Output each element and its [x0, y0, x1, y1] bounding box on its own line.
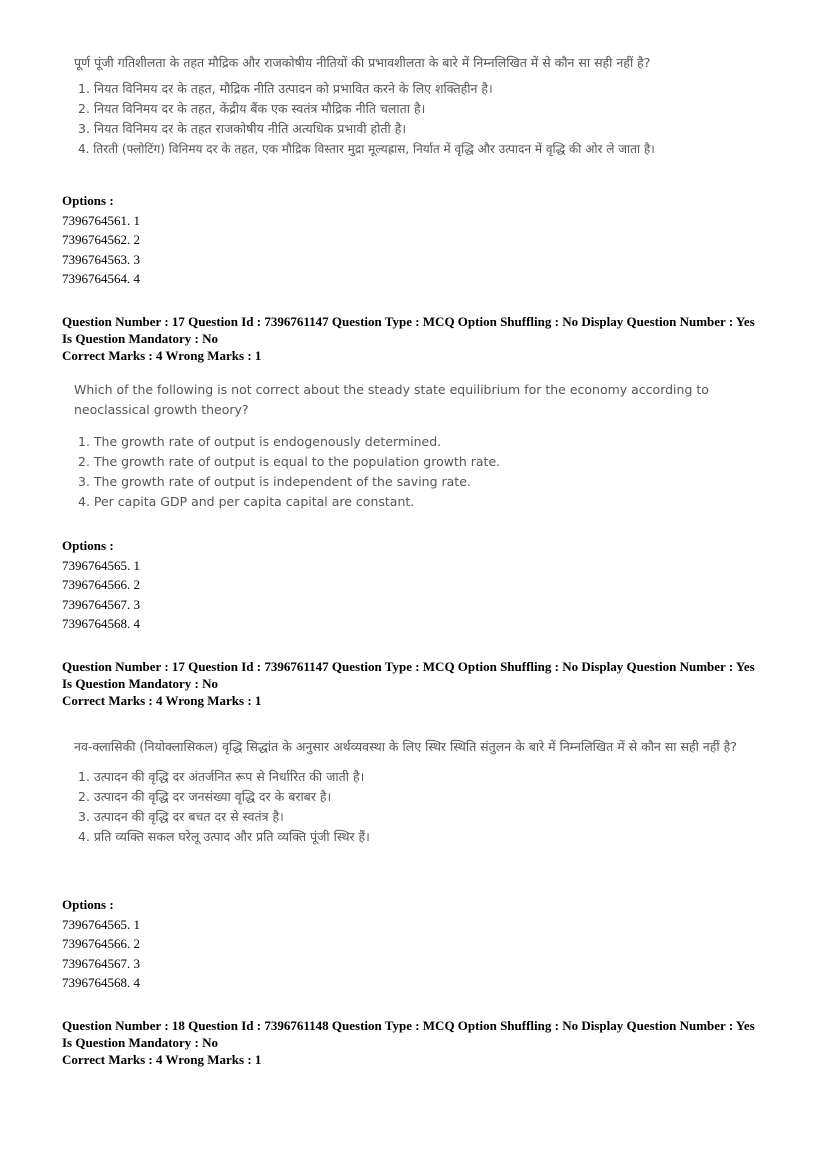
option-item: 7396764561. 1	[62, 212, 140, 228]
question-meta-line: Is Question Mandatory : No	[62, 331, 219, 346]
option-item: 7396764566. 2	[62, 936, 140, 951]
question-statement: 3. The growth rate of output is independent of the saving rate.	[78, 474, 471, 489]
option-item: 7396764563. 3	[62, 251, 140, 267]
question-meta-17-en	[62, 313, 782, 364]
option-item: 7396764567. 3	[62, 955, 140, 971]
question-stem: पूर्ण पूंजी गतिशीलता के तहत मौद्रिक और राजकोषीय नीतियों की प्रभावशीलता के बारे में निम्नलिखित में से कौन सा सही नहीं है?	[74, 55, 651, 70]
options-label: Options :	[62, 538, 114, 553]
question-statement: 2. नियत विनिमय दर के तहत, केंद्रीय बैंक एक स्वतंत्र मौद्रिक नीति चलाता है।	[78, 101, 426, 116]
options-list-1	[62, 191, 140, 289]
options-list-3	[62, 895, 140, 993]
question-stem: Which of the following is not correct about the steady state equilibrium for the economy according to neoclassical growth theory?	[74, 382, 709, 417]
question-statement: 3. उत्पादन की वृद्धि दर बचत दर से स्वतंत्र है।	[78, 809, 284, 824]
options-label: Options :	[62, 193, 114, 208]
question-image-3	[74, 737, 774, 847]
option-item: 7396764564. 4	[62, 271, 140, 286]
question-meta-line: Is Question Mandatory : No	[62, 1035, 219, 1050]
option-item: 7396764566. 2	[62, 577, 140, 592]
question-image-1	[74, 53, 774, 159]
question-meta-line: Correct Marks : 4 Wrong Marks : 1	[62, 693, 262, 708]
question-statement: 1. उत्पादन की वृद्धि दर अंतर्जनित रूप से निर्धारित की जाती है।	[78, 769, 365, 784]
question-meta-line: Correct Marks : 4 Wrong Marks : 1	[62, 348, 262, 363]
question-statement: 2. The growth rate of output is equal to the population growth rate.	[78, 454, 501, 469]
question-statement: 4. Per capita GDP and per capita capital are constant.	[78, 494, 415, 509]
question-statement: 4. प्रति व्यक्ति सकल घरेलू उत्पाद और प्रति व्यक्ति पूंजी स्थिर हैं।	[78, 829, 370, 844]
options-list-2	[62, 536, 140, 634]
question-meta-18	[62, 1017, 782, 1068]
options-label: Options :	[62, 897, 114, 912]
option-item: 7396764568. 4	[62, 616, 140, 631]
question-meta-line: Question Number : 17 Question Id : 7396761147 Question Type : MCQ Option Shuffling : No Display Question Number : Yes	[62, 314, 755, 329]
question-statement: 4. तिरती (फ्लोटिंग) विनिमय दर के तहत, एक मौद्रिक विस्तार मुद्रा मूल्यह्रास, निर्यात में वृद्धि और उत्पादन में वृद्धि की ओर ले जाता है।	[78, 142, 655, 156]
question-statement: 1. The growth rate of output is endogenously determined.	[78, 434, 442, 449]
question-statement: 2. उत्पादन की वृद्धि दर जनसंख्या वृद्धि दर के बराबर है।	[78, 789, 332, 804]
question-meta-line: Question Number : 17 Question Id : 7396761147 Question Type : MCQ Option Shuffling : No Display Question Number : Yes	[62, 659, 755, 674]
question-stem: नव-क्लासिकी (नियोक्लासिकल) वृद्धि सिद्धांत के अनुसार अर्थव्यवस्था के लिए स्थिर स्थिति संतुलन के बारे में निम्नलिखित में से कौन सा सही नहीं है?	[74, 739, 737, 754]
option-item: 7396764565. 1	[62, 916, 140, 932]
option-item: 7396764562. 2	[62, 232, 140, 247]
question-statement: 3. नियत विनिमय दर के तहत राजकोषीय नीति अत्यधिक प्रभावी होती है।	[78, 121, 407, 136]
question-meta-line: Question Number : 18 Question Id : 7396761148 Question Type : MCQ Option Shuffling : No Display Question Number : Yes	[62, 1018, 755, 1033]
option-item: 7396764567. 3	[62, 596, 140, 612]
question-meta-line: Is Question Mandatory : No	[62, 676, 219, 691]
question-image-2	[74, 380, 764, 512]
option-item: 7396764565. 1	[62, 557, 140, 573]
question-meta-17-hi	[62, 658, 782, 709]
option-item: 7396764568. 4	[62, 975, 140, 990]
question-meta-line: Correct Marks : 4 Wrong Marks : 1	[62, 1052, 262, 1067]
question-statement: 1. नियत विनिमय दर के तहत, मौद्रिक नीति उत्पादन को प्रभावित करने के लिए शक्तिहीन है।	[78, 81, 493, 96]
